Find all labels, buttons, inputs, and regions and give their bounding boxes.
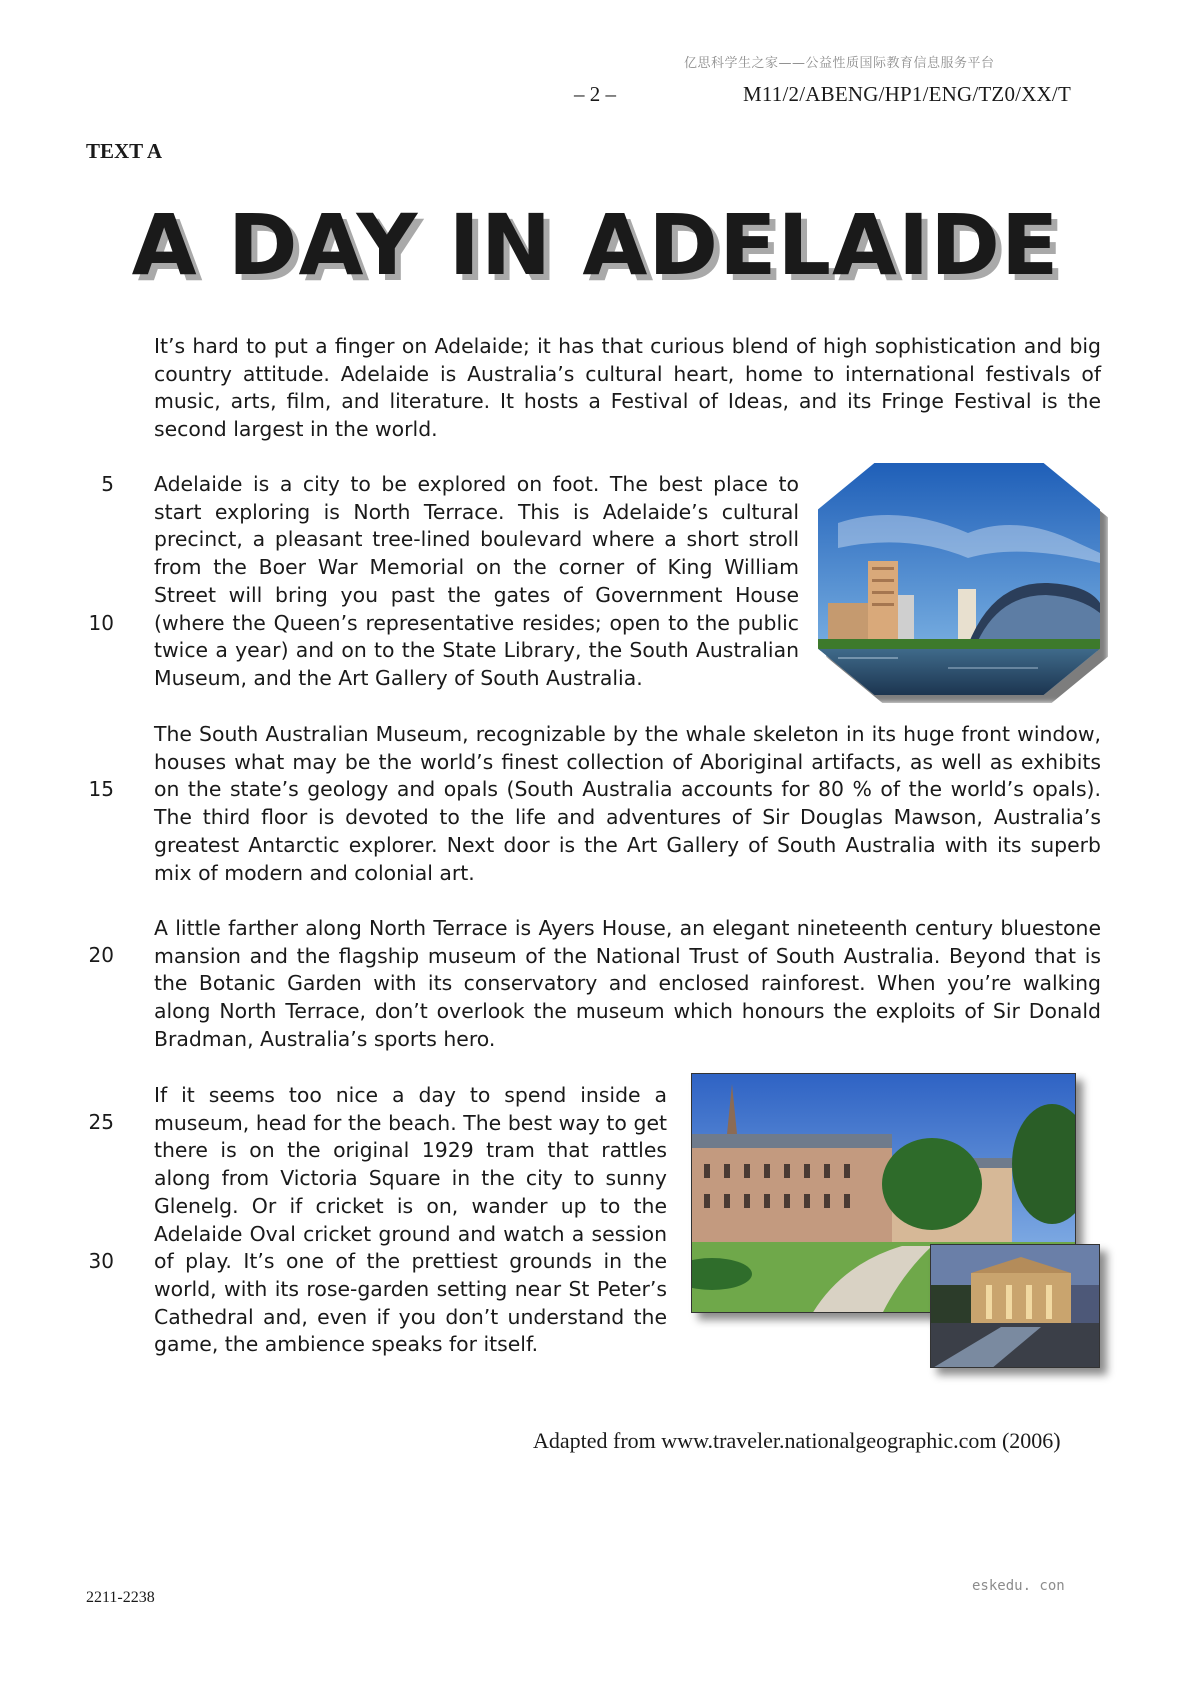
text-label: TEXT A <box>86 139 163 163</box>
paragraph-4: A little farther along North Terrace is Ayers House, an elegant nineteenth century bluestone mansion and the flagship museum of the National Trust of South Australia. Beyond that is the Botanic Garden with its conservatory and enclosed rainforest. When you’re walking along North Terrace, don’t overlook the museum which honours the exploits of Sir Donald Bradman, Australia’s sports hero. <box>154 916 1101 1051</box>
line-number-25: 25 <box>88 1110 114 1134</box>
page-number: – 2 – <box>574 82 616 106</box>
line-number-10: 10 <box>88 611 114 635</box>
line-number-20: 20 <box>88 943 114 967</box>
line-number-5: 5 <box>101 472 114 496</box>
exam-code: M11/2/ABENG/HP1/ENG/TZ0/XX/T <box>743 82 1071 106</box>
line-number-15: 15 <box>88 777 114 801</box>
footer-watermark: eskedu. con <box>972 1578 1065 1594</box>
paragraph-2: Adelaide is a city to be explored on foot. The best place to start exploring is North Terrace. This is Adelaide’s cultural precinct, a pleasant tree-lined boulevard where a short stroll from the Boer War Memorial on the corner of King William Street will bring you past the gates of Government House (where the Queen’s representative resides; open to the public twice a year) and on to the State Library, the South Australian Museum, and the Art Gallery of South Australia. <box>154 472 799 690</box>
source-credit: Adapted from www.traveler.nationalgeographic.com (2006) <box>533 1428 1061 1453</box>
article-title: A DAY IN ADELAIDE <box>131 196 1060 294</box>
art-gallery-photo <box>930 1244 1100 1368</box>
paragraph-1: It’s hard to put a finger on Adelaide; it has that curious blend of high sophistication and big country attitude. Adelaide is Australia’s cultural heart, home to international festivals of music, arts, film, and literature. It hosts a Festival of Ideas, and its Fringe Festival is the second largest in the world. <box>154 334 1101 442</box>
line-number-30: 30 <box>88 1249 114 1273</box>
adelaide-skyline-photo <box>818 463 1100 695</box>
paragraph-5: If it seems too nice a day to spend inside a museum, head for the beach. The best way to get there is on the original 1929 tram that rattles along from Victoria Square in the city to sunny Glenelg. Or if cricket is on, wander up to the Adelaide Oval cricket ground and watch a session of play. It’s one of the prettiest grounds in the world, with its rose-garden setting near St Peter’s Cathedral and, even if you don’t understand the game, the ambience speaks for itself. <box>154 1083 667 1357</box>
paragraph-3: The South Australian Museum, recognizable by the whale skeleton in its huge front window, houses what may be the world’s finest collection of Aboriginal artifacts, as well as exhibits on the state’s geology and opals (South Australia accounts for 80 % of the world’s opals). The third floor is devoted to the life and adventures of Sir Douglas Mawson, Australia’s greatest Antarctic explorer. Next door is the Art Gallery of South Australia with its superb mix of modern and colonial art. <box>154 722 1101 885</box>
footer-code: 2211-2238 <box>86 1589 155 1606</box>
header-watermark: 亿思科学生之家——公益性质国际教育信息服务平台 <box>684 56 995 71</box>
